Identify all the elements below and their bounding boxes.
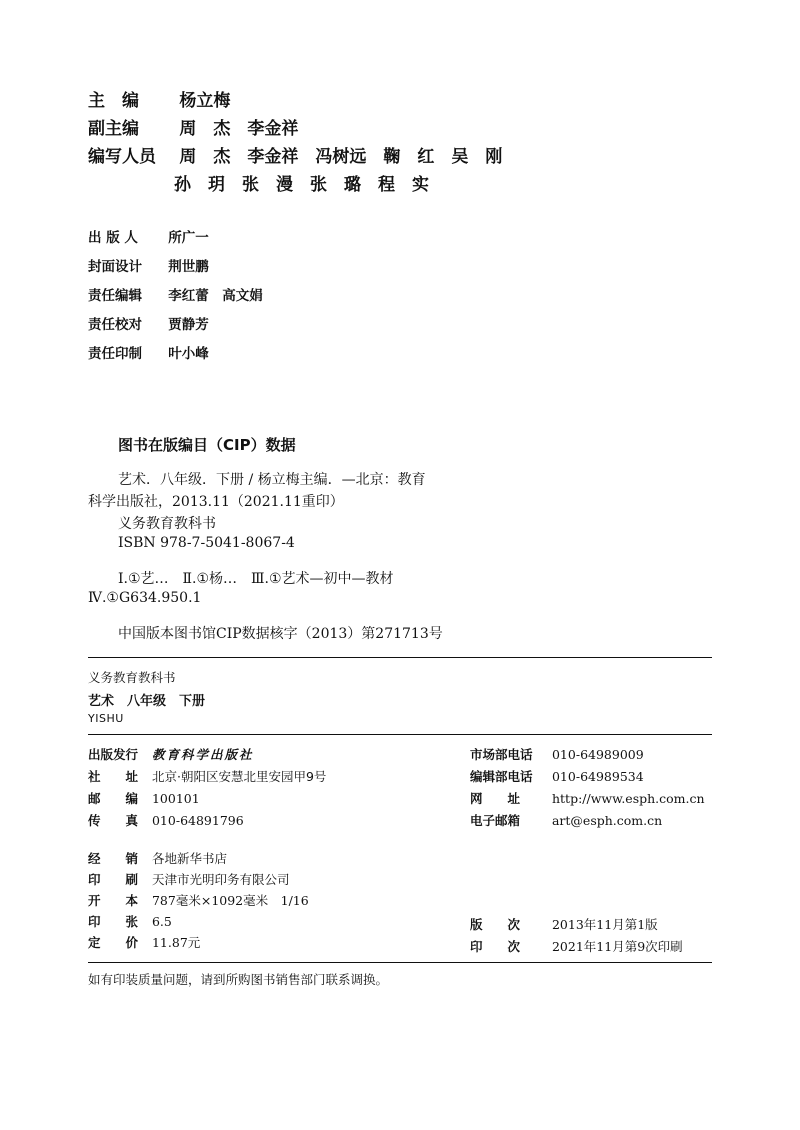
deputy-editor-names: 周 杰 李金祥 — [179, 119, 299, 139]
marketing-phone-value: 010-64989009 — [551, 747, 644, 762]
publisher-info-right — [470, 744, 705, 832]
impression-row — [470, 936, 683, 958]
website-link[interactable]: http://www.esph.com.cn — [551, 791, 705, 806]
distributor-row — [88, 848, 309, 869]
website-row — [470, 788, 705, 810]
email-link[interactable]: art@esph.com.cn — [551, 813, 663, 828]
postcode-label: 邮 编 — [88, 791, 139, 806]
publisher-info-left — [88, 744, 326, 832]
edition-row — [470, 914, 683, 936]
address-label: 社 址 — [88, 769, 139, 784]
marketing-phone-label: 市场部电话 — [470, 747, 533, 762]
publisher-logo-text: 教育科学出版社 — [151, 747, 254, 762]
edition-value: 2013年11月第1版 — [551, 917, 658, 932]
cip-line-1: 艺术．八年级．下册 / 杨立梅主编．—北京：教育 — [118, 472, 426, 488]
credits-list — [88, 224, 263, 369]
credit-label: 封面设计 — [88, 259, 142, 275]
publisher-row — [88, 744, 326, 766]
credit-row-cover-design — [88, 253, 263, 282]
divider-bottom — [88, 962, 712, 963]
format-label: 开 本 — [88, 893, 139, 908]
website-label: 网 址 — [470, 791, 521, 806]
distributor-value: 各地新华书店 — [151, 851, 227, 866]
chief-editor-names: 杨立梅 — [179, 91, 231, 111]
printing-info-left — [88, 848, 309, 953]
chief-editor-label: 主 编 — [88, 91, 139, 111]
divider-top — [88, 657, 712, 658]
divider-publisher — [88, 734, 712, 735]
credit-value: 荆世鹏 — [168, 259, 209, 275]
credit-value: 贾静芳 — [168, 317, 209, 333]
book-title: 艺术 八年级 下册 — [88, 694, 206, 709]
credit-row-proofreader — [88, 311, 263, 340]
credit-label: 责任印制 — [88, 346, 142, 362]
fax-value: 010-64891796 — [151, 813, 244, 828]
editorial-phone-value: 010-64989534 — [551, 769, 644, 784]
credit-row-publisher — [88, 224, 263, 253]
sheets-label: 印 张 — [88, 914, 139, 929]
credit-label: 出 版 人 — [88, 230, 138, 246]
writers-label: 编写人员 — [88, 147, 156, 167]
writers-names-line1: 周 杰 李金祥 冯树远 鞠 红 吴 刚 — [179, 147, 503, 167]
address-row — [88, 766, 326, 788]
format-value: 787毫米×1092毫米 1/16 — [151, 893, 309, 908]
footer-note: 如有印装质量问题，请到所购图书销售部门联系调换。 — [88, 972, 389, 987]
cip-isbn: ISBN 978-7-5041-8067-4 — [118, 535, 295, 551]
credit-value: 李红蕾 高文娟 — [168, 288, 263, 304]
chief-editor-row — [88, 86, 230, 111]
price-row — [88, 932, 309, 953]
credit-label: 责任校对 — [88, 317, 142, 333]
editorial-phone-row — [470, 766, 705, 788]
credit-value: 所广一 — [168, 230, 209, 246]
cip-line-3: 义务教育教科书 — [118, 516, 216, 532]
fax-row — [88, 810, 326, 832]
impression-value: 2021年11月第9次印刷 — [551, 939, 683, 954]
sheets-row — [88, 911, 309, 932]
credit-label: 责任编辑 — [88, 288, 142, 304]
postcode-row — [88, 788, 326, 810]
printer-row — [88, 869, 309, 890]
fax-label: 传 真 — [88, 813, 139, 828]
credit-row-editor — [88, 282, 263, 311]
price-value: 11.87元 — [151, 935, 201, 950]
email-label: 电子邮箱 — [470, 813, 521, 828]
impression-label: 印 次 — [470, 939, 521, 954]
deputy-editor-row — [88, 114, 298, 139]
cip-heading: 图书在版编目（CIP）数据 — [118, 436, 296, 454]
credit-value: 叶小峰 — [168, 346, 209, 362]
book-series: 义务教育教科书 — [88, 670, 176, 685]
cip-line-7: 中国版本图书馆CIP数据核字（2013）第271713号 — [118, 626, 443, 642]
printer-value: 天津市光明印务有限公司 — [151, 872, 290, 887]
distributor-label: 经 销 — [88, 851, 139, 866]
format-row — [88, 890, 309, 911]
publisher-label: 出版发行 — [88, 747, 139, 762]
sheets-value: 6.5 — [151, 914, 172, 929]
postcode-value: 100101 — [151, 791, 200, 806]
deputy-editor-label: 副主编 — [88, 119, 139, 139]
editorial-phone-label: 编辑部电话 — [470, 769, 533, 784]
printer-label: 印 刷 — [88, 872, 139, 887]
printing-info-right — [470, 914, 683, 958]
email-row — [470, 810, 705, 832]
cip-line-6: Ⅳ.①G634.950.1 — [88, 590, 202, 606]
cip-line-5: Ⅰ.①艺… Ⅱ.①杨… Ⅲ.①艺术—初中—教材 — [118, 571, 394, 587]
address-value: 北京·朝阳区安慧北里安园甲9号 — [151, 769, 327, 784]
writers-names-line2: 孙 玥 张 漫 张 璐 程 实 — [174, 175, 429, 195]
cip-line-2: 科学出版社，2013.11（2021.11重印） — [88, 494, 344, 510]
credit-row-printing — [88, 340, 263, 369]
book-pinyin: YISHU — [88, 712, 124, 725]
edition-label: 版 次 — [470, 917, 521, 932]
writers-row — [88, 142, 502, 167]
price-label: 定 价 — [88, 935, 139, 950]
marketing-phone-row — [470, 744, 705, 766]
